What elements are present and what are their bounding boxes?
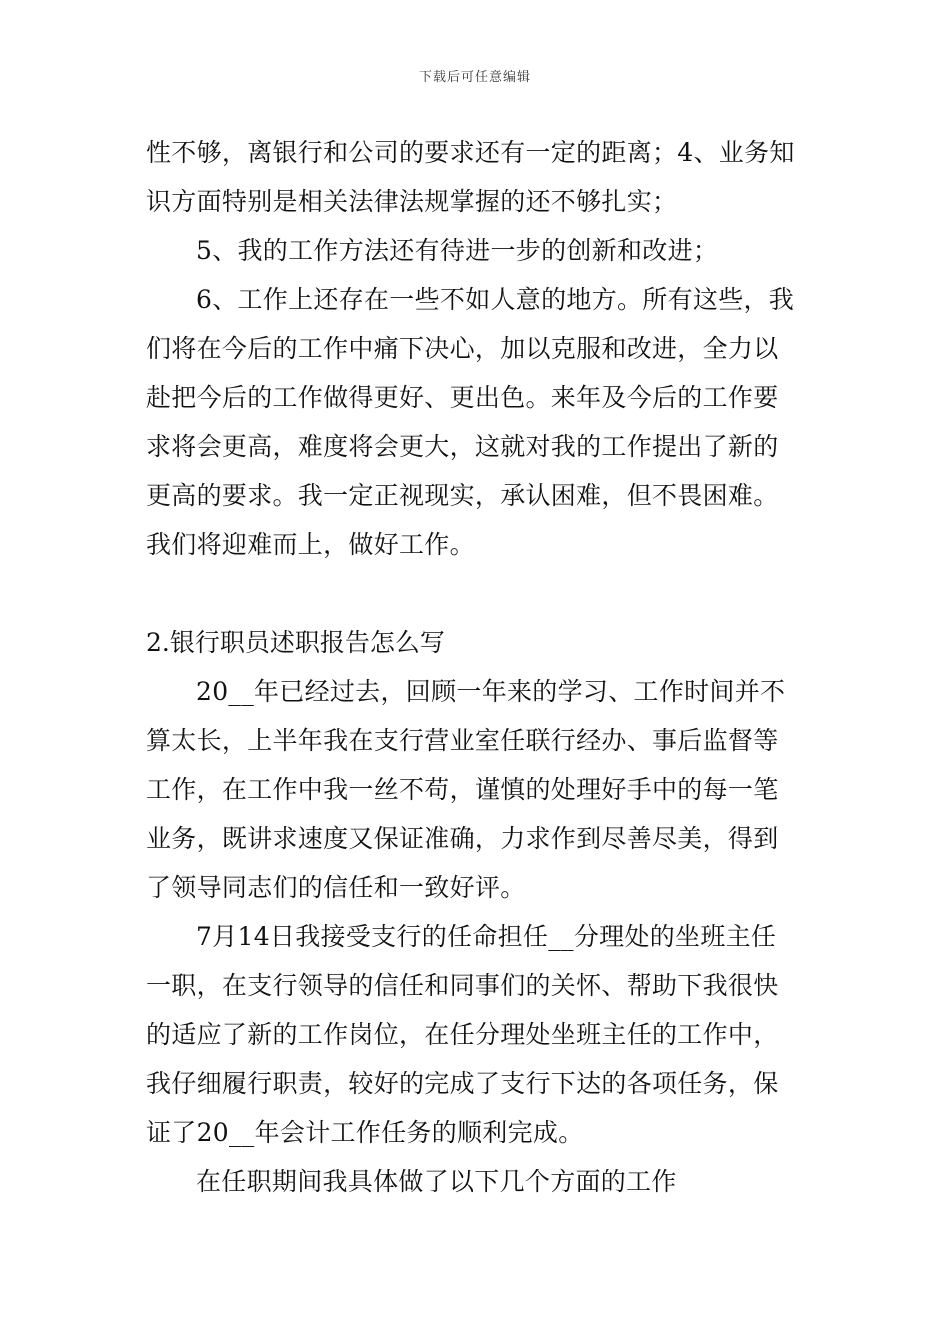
paragraph-shortcomings	[146, 275, 810, 569]
text-line: 20__年已经过去，回顾一年来的学习、工作时间并不	[196, 677, 786, 706]
text-line: 一职，在支行领导的信任和同事们的关怀、帮助下我很快	[146, 971, 779, 1000]
text-line: 性不够，离银行和公司的要求还有一定的距离；4、业务知	[146, 138, 795, 167]
text-line: 业务，既讲求速度又保证准确，力求作到尽善尽美，得到	[146, 824, 779, 853]
text-line: 识方面特别是相关法律法规掌握的还不够扎实；	[146, 187, 678, 216]
paragraph-spacer	[146, 569, 810, 618]
document-body	[146, 128, 810, 1206]
text-line: 们将在今后的工作中痛下决心，加以克服和改进，全力以	[146, 334, 779, 363]
paragraph-work-items-intro	[146, 1157, 810, 1206]
text-line: 5、我的工作方法还有待进一步的创新和改进；	[196, 236, 719, 265]
text-line: 赴把今后的工作做得更好、更出色。来年及今后的工作要	[146, 383, 779, 412]
text-line: 证了20__年会计工作任务的顺利完成。	[146, 1118, 584, 1147]
text-line: 工作，在工作中我一丝不苟，谨慎的处理好手中的每一笔	[146, 775, 779, 804]
section-heading: 2.银行职员述职报告怎么写	[146, 628, 445, 657]
paragraph-work-method	[146, 226, 810, 275]
paragraph-appointment	[146, 912, 810, 1157]
text-line: 的适应了新的工作岗位，在任分理处坐班主任的工作中，	[146, 1020, 779, 1049]
text-line: 求将会更高，难度将会更大，这就对我的工作提出了新的	[146, 432, 779, 461]
text-line: 更高的要求。我一定正视现实，承认困难，但不畏困难。	[146, 481, 779, 510]
text-line: 了领导同志们的信任和一致好评。	[146, 873, 526, 902]
paragraph-year-review	[146, 667, 810, 912]
text-line: 算太长，上半年我在支行营业室任联行经办、事后监督等	[146, 726, 779, 755]
text-line: 6、工作上还存在一些不如人意的地方。所有这些，我	[196, 285, 795, 314]
text-line: 7月14日我接受支行的任命担任__分理处的坐班主任	[196, 922, 777, 951]
text-line: 我仔细履行职责，较好的完成了支行下达的各项任务，保	[146, 1069, 779, 1098]
page-header-note: 下载后可任意编辑	[418, 70, 531, 85]
text-line: 我们将迎难而上，做好工作。	[146, 530, 475, 559]
text-line: 在任职期间我具体做了以下几个方面的工作	[196, 1167, 677, 1196]
paragraph-weakness-continued	[146, 128, 810, 226]
